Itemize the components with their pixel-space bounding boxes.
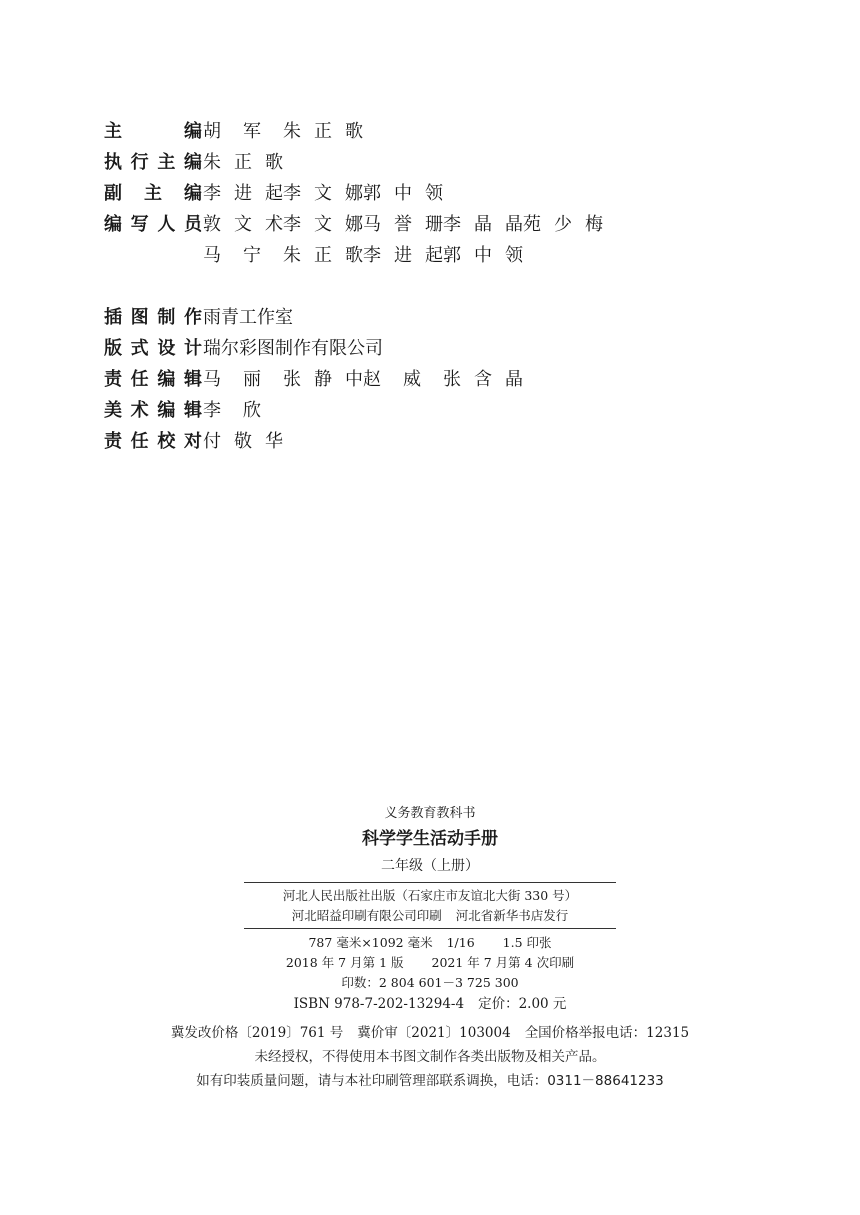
- credit-name: 敦文术: [203, 213, 283, 235]
- printer-line: [0, 906, 860, 926]
- credit-role-char: 编: [104, 213, 122, 235]
- series-name: 义务教育教科书: [384, 806, 476, 821]
- credit-row: [104, 424, 603, 455]
- credit-names: [203, 427, 283, 453]
- credit-name: 郭中领: [363, 182, 443, 204]
- credit-names: [203, 396, 283, 422]
- isbn-line: [0, 993, 860, 1015]
- credit-role-char: 计: [183, 337, 202, 359]
- credit-role-char: 编: [184, 182, 202, 204]
- credit-row: [104, 207, 603, 238]
- credit-names: [203, 117, 363, 143]
- credit-role-char: 版: [104, 337, 122, 359]
- credit-role: [104, 210, 202, 236]
- credit-name: 瑞尔彩图制作有限公司: [203, 337, 383, 359]
- credit-row: [104, 114, 603, 145]
- credit-names: [203, 179, 443, 205]
- credit-role-char: 任: [130, 430, 149, 452]
- credit-role-char: 编: [184, 120, 202, 142]
- sheet-count: 1.5 印张: [502, 935, 552, 950]
- credit-name: 朱正歌: [283, 120, 363, 142]
- divider-bottom: [244, 928, 616, 929]
- book-title: 科学学生活动手册: [362, 829, 498, 849]
- quality-notice: 如有印装质量问题，请与本社印刷管理部联系调换，电话：0311－88641233: [196, 1073, 664, 1089]
- credit-role-char: 副: [104, 182, 122, 204]
- credit-name: 张静中: [283, 368, 363, 390]
- credit-name: 张含晶: [443, 368, 523, 390]
- credit-role-char: 对: [183, 430, 202, 452]
- price: 定价：2.00 元: [478, 996, 567, 1012]
- credit-name: 马 宁: [203, 244, 261, 266]
- credit-role: [104, 179, 202, 205]
- credit-name: 雨青工作室: [203, 306, 293, 328]
- credit-role-char: 责: [104, 430, 122, 452]
- credit-row: [104, 176, 603, 207]
- copyright-notice: 未经授权，不得使用本书图文制作各类出版物及相关产品。: [254, 1049, 606, 1065]
- credit-role-char: 作: [183, 306, 202, 328]
- credit-names: [203, 241, 523, 267]
- credit-role-char: 设: [157, 337, 176, 359]
- credit-role-char: 术: [130, 399, 149, 421]
- credit-role-char: 辑: [183, 368, 202, 390]
- credit-name: 李晶晶: [443, 213, 523, 235]
- credit-name: 朱正歌: [203, 151, 283, 173]
- credit-role-char: 插: [104, 306, 122, 328]
- price-review: 冀价审〔2021〕103004: [357, 1025, 511, 1041]
- credit-names: [203, 210, 603, 236]
- credit-name: 李文娜: [283, 182, 363, 204]
- credit-row: [104, 145, 603, 176]
- credit-name: 李 欣: [203, 399, 261, 421]
- credit-names: [203, 365, 523, 391]
- credit-role: [104, 334, 202, 360]
- credit-role: [104, 303, 202, 329]
- credit-row: [104, 238, 603, 269]
- imprint-block: [0, 800, 860, 1093]
- credit-role-char: 任: [130, 368, 149, 390]
- current-printing: 2021 年 7 月第 4 次印刷: [431, 955, 575, 970]
- credit-role-char: 制: [157, 306, 176, 328]
- credit-row: [104, 393, 603, 424]
- edition-line: [0, 953, 860, 973]
- credit-names: [203, 334, 405, 360]
- credit-role-char: 主: [144, 182, 162, 204]
- credit-role-char: 编: [157, 399, 176, 421]
- credit-name: 赵 威: [363, 368, 421, 390]
- divider-top: [244, 882, 616, 883]
- credit-names: [203, 303, 315, 329]
- credit-role-char: 辑: [183, 399, 202, 421]
- credit-role-char: 责: [104, 368, 122, 390]
- credit-role-char: 美: [104, 399, 122, 421]
- credit-name: 马誉珊: [363, 213, 443, 235]
- credit-role-char: 行: [130, 151, 149, 173]
- credit-role-char: 校: [157, 430, 176, 452]
- publisher-line: 河北人民出版社出版（石家庄市友谊北大街 330 号）: [282, 888, 578, 903]
- isbn: ISBN 978-7-202-13294-4: [293, 996, 465, 1012]
- credit-role: [104, 365, 202, 391]
- distributor-name: 河北省新华书店发行: [455, 908, 569, 923]
- credit-role-char: 式: [130, 337, 149, 359]
- format-line: [0, 933, 860, 953]
- credit-role-char: 写: [130, 213, 149, 235]
- credit-role-char: 编: [157, 368, 176, 390]
- price-approval: 冀发改价格〔2019〕761 号: [170, 1025, 344, 1041]
- credit-role-char: 主: [104, 120, 122, 142]
- credit-name: 朱正歌: [283, 244, 363, 266]
- credit-names: [203, 148, 283, 174]
- price-approval-line: [0, 1021, 860, 1045]
- credit-role: [104, 396, 202, 422]
- credit-name: 苑少梅: [523, 213, 603, 235]
- grade-volume: 二年级（上册）: [381, 858, 479, 874]
- credit-name: 李进起: [363, 244, 443, 266]
- credits-block: [104, 114, 603, 455]
- credit-name: 马 丽: [203, 368, 261, 390]
- first-edition: 2018 年 7 月第 1 版: [285, 955, 404, 970]
- credit-role-char: 执: [104, 151, 122, 173]
- credit-role: [104, 427, 202, 453]
- print-run: 印数：2 804 601－3 725 300: [341, 975, 519, 990]
- credit-name: 郭中领: [443, 244, 523, 266]
- credit-row: [104, 300, 603, 331]
- credit-role-char: 主: [157, 151, 176, 173]
- printer-name: 河北昭益印刷有限公司印刷: [291, 908, 442, 923]
- credit-role: [104, 117, 202, 143]
- credit-name: 付敬华: [203, 430, 283, 452]
- credit-role-char: 编: [183, 151, 202, 173]
- credit-role-char: 员: [183, 213, 202, 235]
- credit-name: 李进起: [203, 182, 283, 204]
- paper-size: 787 毫米×1092 毫米: [308, 935, 433, 950]
- credit-role-char: 图: [130, 306, 149, 328]
- format-fraction: 1/16: [446, 935, 475, 950]
- credit-row: [104, 331, 603, 362]
- credit-name: 李文娜: [283, 213, 363, 235]
- credit-role: [104, 148, 202, 174]
- credit-name: 胡 军: [203, 120, 261, 142]
- price-hotline: 全国价格举报电话：12315: [524, 1025, 690, 1041]
- credit-row: [104, 362, 603, 393]
- credit-role-char: 人: [157, 213, 176, 235]
